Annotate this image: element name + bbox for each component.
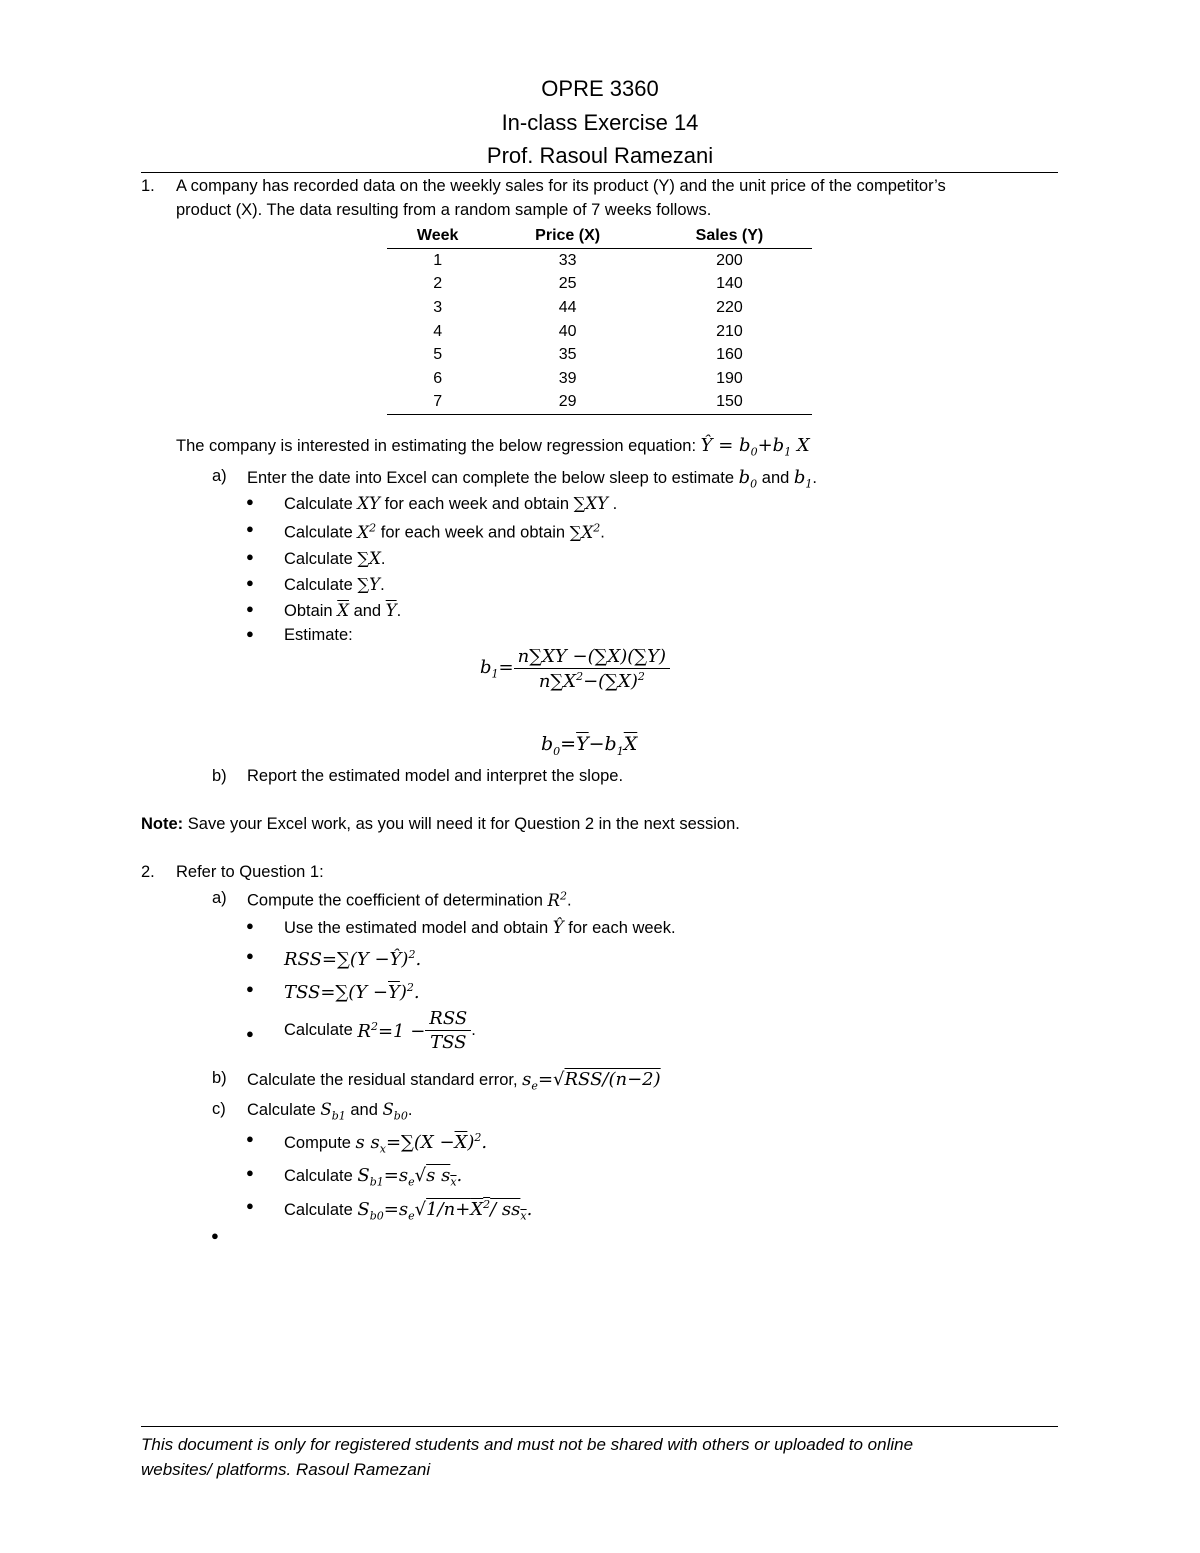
table-cell: 200 [716,251,743,269]
q2-part-c-label: c) [212,1100,226,1118]
table-cell: 29 [488,391,647,415]
note-text: Save your Excel work, as you will need it for Question 2 in the next session. [187,815,740,833]
q1-intro-line2: product (X). The data resulting from a random sample of 7 weeks follows. [176,201,712,219]
q1-part-b-label: b) [212,767,227,785]
bullet-icon: ● [246,948,254,963]
bullet-text: Calculate [284,495,353,513]
table-cell: 44 [558,298,577,316]
q2-intro: Refer to Question 1: [176,863,324,881]
bullet-icon: ● [246,521,254,536]
q1-part-a-label: a) [212,467,227,485]
header-rule [141,172,1058,173]
table-header-row [387,224,812,249]
table-cell: 160 [716,346,743,364]
table-cell: 33 [558,251,577,269]
footer-rule [141,1426,1058,1427]
q2-part-c-text: Calculate [247,1101,316,1119]
bullet-icon: ● [246,575,254,590]
bullet-text: Compute [284,1134,351,1152]
bullet-icon: ● [246,601,254,616]
q2-part-a-label: a) [212,889,227,907]
bullet-text: Estimate: [284,626,353,644]
q1-part-a-text: Enter the date into Excel can complete the below sleep to estimate [247,469,735,487]
exercise-title: In-class Exercise 14 [501,110,699,135]
b0-formula: $b_0=\overline{Y}-b_1\overline{X}$ [541,733,638,758]
note-label: Note: [141,815,184,833]
table-cell: 7 [387,391,488,415]
table-row [387,367,812,391]
table-cell: 220 [716,298,743,316]
table-cell: 5 [433,346,443,364]
table-header-week: Week [387,224,488,249]
bullet-text: Calculate [284,550,353,568]
table-cell: 190 [716,369,743,387]
table-row [387,249,812,273]
q2-part-b-label: b) [212,1069,227,1087]
table-cell: 35 [558,346,577,364]
table-cell: 4 [433,322,443,340]
q2-part-a-text: Compute the coefficient of determination [247,891,543,910]
bullet-icon: ● [246,1165,254,1180]
table-row [387,320,812,344]
bullet-icon: ● [246,626,254,641]
regression-equation: Ŷ = $b_0+b_1$ X [700,435,810,459]
bullet-text: and [353,602,382,620]
b1-formula: $b_1=$ $\frac{n\sum XY -(\sum X)(\sum Y)}{n\sum X^2-(\sum X)^2}$ [480,646,670,692]
q1-part-a-and: and [761,469,790,487]
table-cell: 39 [558,369,577,387]
bullet-text: Calculate [284,1167,353,1185]
bullet-text: Obtain [284,602,333,620]
q1-part-a-line: Enter the date into Excel can complete the below sleep to estimate $b_0$ and $b_1$. [247,467,818,491]
q1-part-b-text: Report the estimated model and interpret the slope. [247,767,624,785]
bullet-text: for each week and obtain [380,523,566,542]
q1-number: 1. [141,177,155,195]
bullet-text: Use the estimated model and obtain [284,919,549,937]
bullet-text: Calculate [284,1021,353,1039]
bullet-icon: ● [246,1026,254,1041]
bullet-icon: ● [246,494,254,509]
table-cell: 3 [433,298,443,316]
bullet-text: for each week. [568,919,676,937]
bullet-icon: ● [246,918,254,933]
regression-intro [176,435,810,459]
bullet-icon: ● [246,981,254,996]
table-cell: 140 [716,275,743,293]
course-title: OPRE 3360 [541,76,659,101]
table-cell: 150 [647,391,812,415]
table-cell: 1 [433,251,443,269]
table-row [387,296,812,320]
table-row [387,343,812,367]
bullet-icon: ● [211,1228,219,1243]
table-row [387,273,812,297]
table-cell: 25 [558,275,577,293]
bullet-text: Calculate [284,576,353,594]
sales-data-table [387,224,812,415]
table-row [387,391,812,415]
regression-intro-text: The company is interested in estimating the below regression equation: [176,437,697,455]
q2-number: 2. [141,863,155,881]
bullet-text: for each week and obtain [384,495,570,513]
bullet-icon: ● [246,549,254,564]
note [141,815,740,834]
q1-intro-line1: A company has recorded data on the weekly sales for its product (Y) and the unit price of the competitor’s [176,177,946,195]
professor-name: Prof. Rasoul Ramezani [486,143,714,168]
table-cell: 210 [716,322,743,340]
table-header-sales: Sales (Y) [647,224,812,249]
bullet-icon: ● [246,1131,254,1146]
table-cell: 40 [558,322,577,340]
bullet-icon: ● [246,1198,254,1213]
footer-line1: This document is only for registered students and must not be shared with others or uploaded to online [141,1435,914,1454]
q2-part-b-text: Calculate the residual standard error, [247,1071,518,1089]
bullet-text: Calculate [284,523,353,542]
bullet-text: Calculate [284,1201,353,1219]
table-cell: 2 [433,275,443,293]
q2-part-c-and: and [350,1101,378,1119]
table-header-price: Price (X) [488,224,647,249]
table-cell: 6 [433,369,443,387]
footer-line2: websites/ platforms. Rasoul Ramezani [141,1460,431,1479]
